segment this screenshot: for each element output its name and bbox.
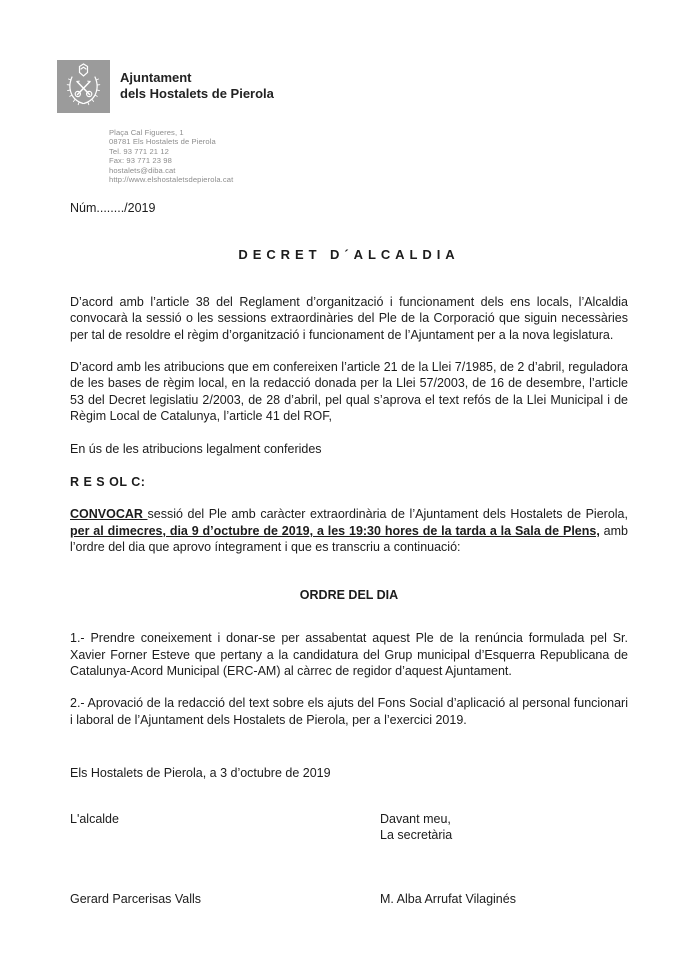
convocation-date-time: per al dimecres, dia 9 d’octubre de 2019, a les 19:30 hores de la tarda a la Sala de Plens, [70, 523, 600, 538]
paragraph-legal-basis-1: D’acord amb l’article 38 del Reglament d’organització i funcionament dels ens locals, l’Alcaldia convocarà la sessió o les sessions extraordinàries del Ple de la Corporació que siguin necessàries per tal de resoldre el règim d’organització i funcionament de l’Ajuntament per a la nova legislatura. [70, 294, 628, 342]
agenda-item-2: 2.- Aprovació de la redacció del text sobre els ajuts del Fons Social d’aplicació al personal funcionari i laboral de l’Ajuntament dels Hostalets de Pierola, per a l’exercici 2019. [70, 696, 628, 727]
contact-website: http://www.elshostaletsdepierola.cat [109, 175, 234, 185]
convocar-keyword: CONVOCAR [70, 507, 148, 522]
before-me-label: Davant meu, [380, 811, 451, 826]
document-body [70, 200, 628, 908]
municipal-coat-of-arms-icon [57, 60, 110, 113]
org-name-line2: dels Hostalets de Pierola [120, 85, 274, 101]
document-title: DECRET D´ALCALDIA [238, 247, 460, 263]
contact-fax: Fax: 93 771 23 98 [109, 156, 172, 166]
secretary-label: La secretària [380, 827, 453, 842]
organization-name [120, 70, 274, 101]
paragraph-convocation [70, 506, 628, 555]
contact-phone: Tel. 93 771 21 12 [109, 146, 169, 156]
secretary-name: M. Alba Arrufat Vilaginés [380, 892, 516, 907]
contact-address-line1: Plaça Cal Figueres, 1 [109, 128, 184, 137]
decree-number: Núm......../2019 [70, 201, 156, 215]
signature-names-row [70, 891, 628, 907]
place-date-line: Els Hostalets de Pierola, a 3 d’octubre de 2019 [70, 766, 331, 781]
contact-address-line2: 08781 Els Hostalets de Pierola [109, 137, 216, 147]
mayor-name: Gerard Parcerisas Valls [70, 892, 202, 907]
convocation-text-1: sessió del Ple amb caràcter extraordinària de l’Ajuntament dels Hostalets de Pierola, [147, 507, 628, 522]
resolution-heading: R E S OL C: [70, 475, 146, 490]
agenda-item-1: 1.- Prendre coneixement i donar-se per assabentat aquest Ple de la renúncia formulada pel Sr. Xavier Forner Esteve que pertany a la candidatura del Grup municipal d’Esquerra Republicana de Catalunya-Acord Municipal (ERC-AM) al càrrec de regidor d’aquest Ajuntament. [70, 631, 628, 678]
paragraph-legal-basis-2: D’acord amb les atribucions que em confereixen l’article 21 de la Llei 7/1985, de 2 d’abril, reguladora de les bases de règim local, en la redacció donada per la Llei 57/2003, de 16 de desembre, l’article 53 del Decret legislatiu 2/2003, de 28 d’abril, pel qual s’aprova el text refós de la Llei Municipal i de Règim Local de Catalunya, l’article 41 del ROF, [70, 360, 628, 424]
letterhead-contact-block [109, 128, 233, 184]
org-name-line1: Ajuntament [120, 70, 192, 85]
signature-role-mayor: L'alcalde [70, 811, 119, 826]
contact-email: hostalets@diba.cat [109, 165, 176, 175]
agenda-heading: ORDRE DEL DIA [299, 587, 399, 602]
convocation-text-2: amb l’ordre del dia que aprovo íntegrament i que es transcriu a continuació: [70, 523, 628, 555]
signature-roles-row [70, 811, 628, 844]
paragraph-attributions: En ús de les atribucions legalment conferides [70, 441, 322, 456]
signature-role-secretary [380, 811, 628, 844]
